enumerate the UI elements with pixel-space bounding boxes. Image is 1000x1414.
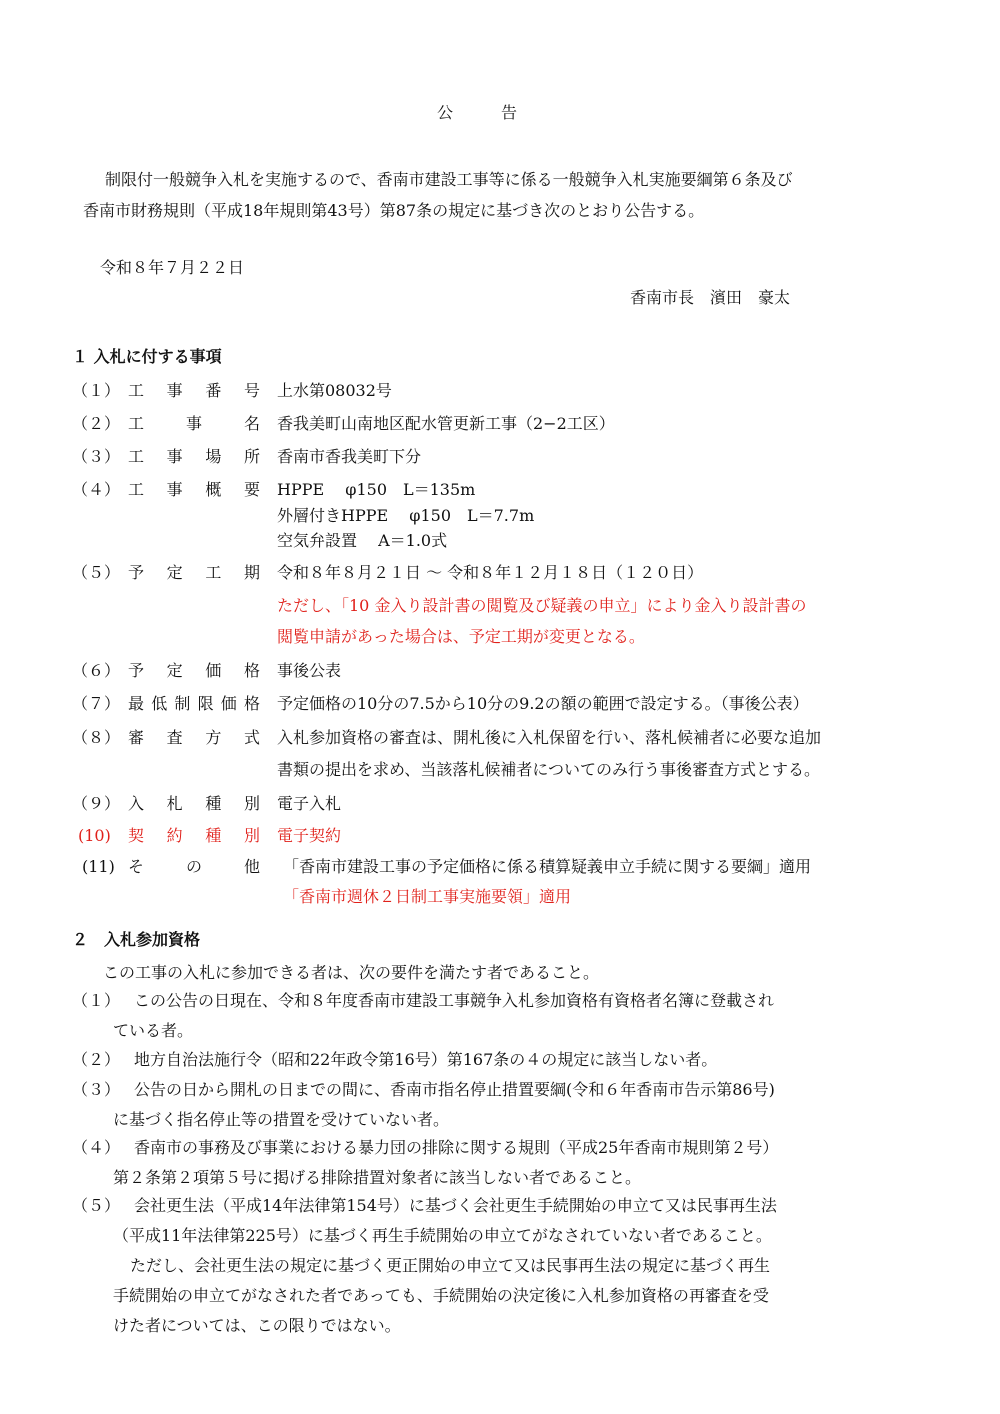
item-label: 予 定 工 期 bbox=[128, 563, 260, 582]
requirement-text: に基づく指名停止等の措置を受けていない者。 bbox=[113, 1110, 450, 1129]
item-label: 審 査 方 式 bbox=[128, 728, 260, 747]
section2-lead: この工事の入札に参加できる者は、次の要件を満たす者であること。 bbox=[103, 963, 600, 982]
item-value: 電子契約 bbox=[277, 826, 342, 845]
intro-line-1: 制限付一般競争入札を実施するので、香南市建設工事等に係る一般競争入札実施要綱第６条及び bbox=[105, 170, 793, 189]
item-number: （６） bbox=[72, 661, 121, 680]
item-number: （７） bbox=[72, 694, 121, 713]
period-note-line-2: 閲覧申請があった場合は、予定工期が変更となる。 bbox=[277, 627, 645, 646]
item-number: （９） bbox=[72, 794, 121, 813]
item-value: 入札参加資格の審査は、開札後に入札保留を行い、落札候補者に必要な追加 bbox=[277, 728, 822, 747]
section1-heading: １ 入札に付する事項 bbox=[72, 347, 222, 366]
item-number: （８） bbox=[72, 728, 121, 747]
item-number: （１） bbox=[72, 381, 121, 400]
item-value: 空気弁設置 A＝1.0式 bbox=[277, 531, 448, 550]
requirement-number: （１） bbox=[72, 991, 121, 1010]
item-label: 最 低 制 限 価 格 bbox=[128, 694, 260, 713]
requirement-text: 公告の日から開札の日までの間に、香南市指名停止措置要綱(令和６年香南市告示第86号) bbox=[134, 1080, 775, 1099]
requirement-number: （４） bbox=[72, 1138, 121, 1157]
requirement-number: （３） bbox=[72, 1080, 121, 1099]
item-label: 入 札 種 別 bbox=[128, 794, 260, 813]
item-label: 工 事 場 所 bbox=[128, 447, 260, 466]
item-label: 契 約 種 別 bbox=[128, 826, 260, 845]
item-number: （５） bbox=[72, 563, 121, 582]
requirement-text: （平成11年法律第225号）に基づく再生手続開始の申立てがなされていない者であること。 bbox=[113, 1226, 772, 1245]
requirement-text: この公告の日現在、令和８年度香南市建設工事競争入札参加資格有資格者名簿に登載され bbox=[134, 991, 775, 1010]
requirement-text: ている者。 bbox=[113, 1021, 194, 1040]
proviso-line-2: 手続開始の申立てがなされた者であっても、手続開始の決定後に入札参加資格の再審査を受 bbox=[113, 1286, 769, 1305]
requirement-text: 会社更生法（平成14年法律第154号）に基づく会社更生手続開始の申立て又は民事再生法 bbox=[134, 1196, 777, 1215]
item-number: （２） bbox=[72, 414, 121, 433]
requirement-text: 香南市の事務及び事業における暴力団の排除に関する規則（平成25年香南市規則第２号） bbox=[134, 1138, 779, 1157]
item-label: 工 事 概 要 bbox=[128, 480, 260, 499]
requirement-text: 地方自治法施行令（昭和22年政令第16号）第167条の４の規定に該当しない者。 bbox=[134, 1050, 718, 1069]
requirement-number: （２） bbox=[72, 1050, 121, 1069]
item-value: 「香南市建設工事の予定価格に係る積算疑義申立手続に関する要綱」適用 bbox=[283, 857, 812, 876]
item-number: (11) bbox=[82, 857, 115, 876]
item-value: 電子入札 bbox=[277, 794, 342, 813]
proviso-line-3: けた者については、この限りではない。 bbox=[113, 1316, 401, 1335]
item-label: 工 事 番 号 bbox=[128, 381, 260, 400]
requirement-number: （５） bbox=[72, 1196, 121, 1215]
item-label: 予 定 価 格 bbox=[128, 661, 260, 680]
period-note-line-1: ただし、「10 金入り設計書の閲覧及び疑義の申立」により金入り設計書の bbox=[277, 596, 807, 615]
item-value: 「香南市週休２日制工事実施要領」適用 bbox=[283, 887, 572, 906]
notice-date: 令和８年７月２２日 bbox=[100, 258, 245, 277]
item-label: そ の 他 bbox=[128, 857, 260, 876]
item-value: 令和８年８月２１日 〜 令和８年１２月１８日（１２０日） bbox=[277, 563, 704, 582]
item-value: 外層付きHPPE φ150 L＝7.7m bbox=[277, 506, 535, 525]
item-value: 予定価格の10分の7.5から10分の9.2の額の範囲で設定する。（事後公表） bbox=[277, 694, 809, 713]
item-value: 書類の提出を求め、当該落札候補者についてのみ行う事後審査方式とする。 bbox=[277, 760, 821, 779]
item-number: （３） bbox=[72, 447, 121, 466]
item-label: 工 事 名 bbox=[128, 414, 260, 433]
item-value: 香我美町山南地区配水管更新工事（2−2工区） bbox=[277, 414, 615, 433]
requirement-text: 第２条第２項第５号に掲げる排除措置対象者に該当しない者であること。 bbox=[113, 1168, 642, 1187]
section2-heading: ２ 入札参加資格 bbox=[72, 930, 201, 949]
item-value: 香南市香我美町下分 bbox=[277, 447, 422, 466]
item-value: HPPE φ150 L＝135m bbox=[277, 480, 476, 499]
notice-title: 公 告 bbox=[437, 103, 518, 122]
item-value: 上水第08032号 bbox=[277, 381, 392, 400]
proviso-line-1: ただし、会社更生法の規定に基づく更正開始の申立て又は民事再生法の規定に基づく再生 bbox=[130, 1256, 771, 1275]
signer: 香南市長 濱田 豪太 bbox=[630, 288, 791, 307]
item-number: (10) bbox=[78, 826, 111, 845]
item-value: 事後公表 bbox=[277, 661, 342, 680]
intro-line-2: 香南市財務規則（平成18年規則第43号）第87条の規定に基づき次のとおり公告する。 bbox=[83, 201, 705, 220]
item-number: （４） bbox=[72, 480, 121, 499]
